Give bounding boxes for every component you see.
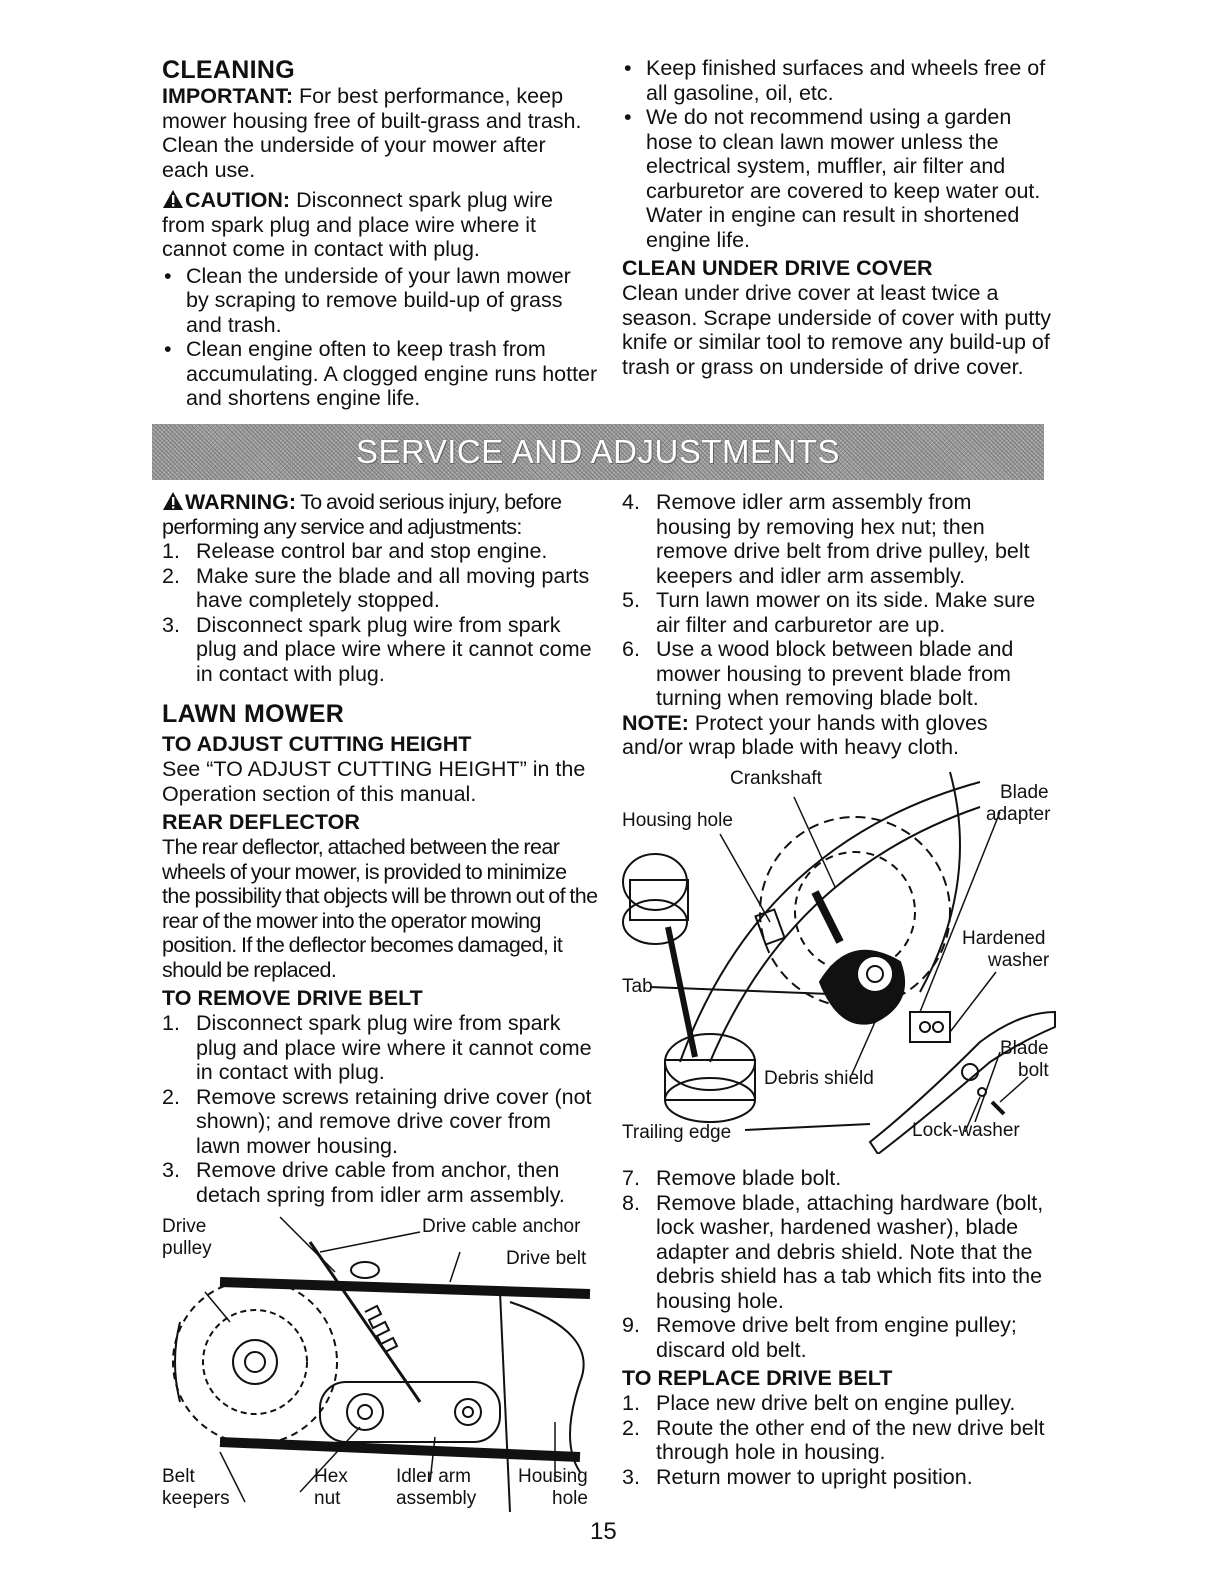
list-item: 2. Make sure the blade and all moving parts have completely stopped.	[162, 563, 590, 612]
cleaning-continued	[622, 56, 1052, 379]
list-item: • We do not recommend using a garden hose to clean lawn mower unless the electrical system, muffler, air filter and carburetor are covered to keep water out. Water in engine can result in shortened engine life.	[622, 105, 1052, 252]
label-washer: washer	[988, 950, 1050, 971]
important-label: IMPORTANT:	[162, 84, 293, 108]
drive-belt-figure	[160, 1212, 600, 1522]
label-belt: Belt	[162, 1466, 195, 1487]
blade-assembly-figure	[620, 762, 1060, 1154]
label-pulley: pulley	[162, 1238, 212, 1259]
caution-paragraph	[162, 188, 598, 262]
remove-belt-steps-right-a	[622, 490, 1052, 711]
clean-under-drive-cover-heading: CLEAN UNDER DRIVE COVER	[622, 256, 933, 280]
cutting-height-heading: TO ADJUST CUTTING HEIGHT	[162, 732, 472, 756]
list-item: 2. Remove screws retaining drive cover (not shown); and remove drive cover from lawn mower housing.	[162, 1084, 592, 1158]
banner-title: SERVICE AND ADJUSTMENTS	[356, 433, 840, 470]
note-paragraph	[622, 711, 1052, 760]
note-text: Protect your hands with gloves and/or wrap blade with heavy cloth.	[622, 710, 988, 759]
label-hole: hole	[552, 1488, 588, 1509]
service-right-column	[622, 490, 1052, 760]
list-item: 8. Remove blade, attaching hardware (bolt, lock washer, hardened washer), blade adapter and debris shield. Note that the debris shield has a tab which fits into the housing hole.	[622, 1190, 1044, 1313]
cleaning-heading: CLEANING	[162, 56, 295, 84]
page-number: 15	[590, 1518, 617, 1545]
remove-belt-steps-left	[162, 1011, 598, 1207]
label-idler-arm: Idler arm	[396, 1466, 471, 1487]
cutting-height-text: See “TO ADJUST CUTTING HEIGHT” in the Operation section of this manual.	[162, 757, 586, 806]
list-item: 2. Route the other end of the new drive belt through hole in housing.	[622, 1415, 1045, 1464]
warning-steps	[162, 539, 598, 686]
warning-paragraph	[162, 490, 598, 539]
remove-belt-steps-right-b	[622, 1166, 1052, 1362]
label-lock-washer: Lock-washer	[912, 1120, 1020, 1141]
label-keepers: keepers	[162, 1488, 230, 1509]
list-item: 4. Remove idler arm assembly from housing by removing hex nut; then remove drive belt from drive pulley, belt keepers and idler arm assembly.	[622, 490, 1030, 588]
label-drive: Drive	[162, 1216, 207, 1237]
list-item: 3. Remove drive cable from anchor, then detach spring from idler arm assembly.	[162, 1158, 565, 1207]
caution-label: CAUTION:	[185, 188, 291, 212]
label-drive-belt: Drive belt	[506, 1248, 587, 1269]
note-label: NOTE:	[622, 710, 689, 735]
cleaning-section	[162, 56, 598, 411]
list-item: 1. Place new drive belt on engine pulley.	[622, 1391, 1016, 1415]
label-nut: nut	[314, 1488, 341, 1509]
remove-drive-belt-heading: TO REMOVE DRIVE BELT	[162, 986, 423, 1010]
list-item: 3. Disconnect spark plug wire from spark plug and place wire where it cannot come in contact with plug.	[162, 612, 592, 686]
list-item: 1. Disconnect spark plug wire from spark plug and place wire where it cannot come in contact with plug.	[162, 1011, 592, 1084]
label-housing-hole: Housing hole	[622, 810, 733, 831]
caution-text: Disconnect spark plug wire from spark plug and place wire where it cannot come in contact with plug.	[162, 188, 554, 261]
list-item: • Clean the underside of your lawn mower by scraping to remove build-up of grass and trash.	[162, 264, 598, 338]
label-crankshaft: Crankshaft	[730, 768, 822, 789]
label-housing: Housing	[518, 1466, 588, 1487]
important-paragraph	[162, 84, 598, 182]
list-item: 1. Release control bar and stop engine.	[162, 539, 548, 563]
list-item: 5. Turn lawn mower on its side. Make sure air filter and carburetor are up.	[622, 588, 1036, 637]
list-item: • Keep finished surfaces and wheels free of all gasoline, oil, etc.	[622, 56, 1052, 105]
cleaning-bullets-right	[622, 56, 1052, 252]
caution-triangle-icon	[162, 189, 184, 209]
list-item: 3. Return mower to upright position.	[622, 1464, 973, 1489]
lawn-mower-heading: LAWN MOWER	[162, 700, 345, 728]
label-hardened: Hardened	[962, 928, 1046, 949]
replace-drive-belt-heading: TO REPLACE DRIVE BELT	[622, 1366, 893, 1390]
label-blade-bolt-2: bolt	[1018, 1060, 1049, 1081]
label-blade-adapter-2: adapter	[986, 804, 1051, 825]
label-hex: Hex	[314, 1466, 348, 1487]
warning-triangle-icon	[162, 491, 184, 511]
label-drive-cable-anchor: Drive cable anchor	[422, 1216, 581, 1237]
label-tab: Tab	[622, 976, 653, 997]
important-text: For best performance, keep mower housing free of built-grass and trash. Clean the underside of your mower after each use.	[162, 84, 582, 182]
cleaning-bullets-left	[162, 264, 598, 411]
replace-belt-steps	[622, 1391, 1052, 1489]
label-blade-bolt-1: Blade	[1000, 1038, 1049, 1059]
rear-deflector-heading: REAR DEFLECTOR	[162, 810, 360, 834]
service-left-column	[162, 490, 598, 1207]
service-right-column-continued	[622, 1166, 1052, 1489]
label-debris-shield: Debris shield	[764, 1068, 874, 1089]
list-item: 9. Remove drive belt from engine pulley; discard old belt.	[622, 1313, 1017, 1362]
label-assembly: assembly	[396, 1488, 477, 1509]
warning-text: To avoid serious injury, before performing any service and adjustments:	[162, 490, 562, 539]
list-item: • Clean engine often to keep trash from accumulating. A clogged engine runs hotter and shortens engine life.	[162, 337, 598, 411]
warning-label: WARNING:	[185, 490, 297, 514]
list-item: 7. Remove blade bolt.	[622, 1166, 842, 1190]
list-item: 6. Use a wood block between blade and mower housing to prevent blade from turning when removing blade bolt.	[622, 637, 1014, 710]
clean-under-drive-cover-text: Clean under drive cover at least twice a season. Scrape underside of cover with putty knife or similar tool to remove any build-up of trash or grass on underside of drive cover.	[622, 281, 1052, 379]
label-trailing-edge: Trailing edge	[622, 1122, 732, 1143]
rear-deflector-text: The rear deflector, attached between the rear wheels of your mower, is provided to minimize the possibility that objects will be thrown out of the rear of the mower into the operator mowing position. If the deflector becomes damaged, it should be replaced.	[162, 835, 598, 982]
label-blade-adapter-1: Blade	[1000, 782, 1049, 803]
section-banner	[152, 424, 1044, 480]
